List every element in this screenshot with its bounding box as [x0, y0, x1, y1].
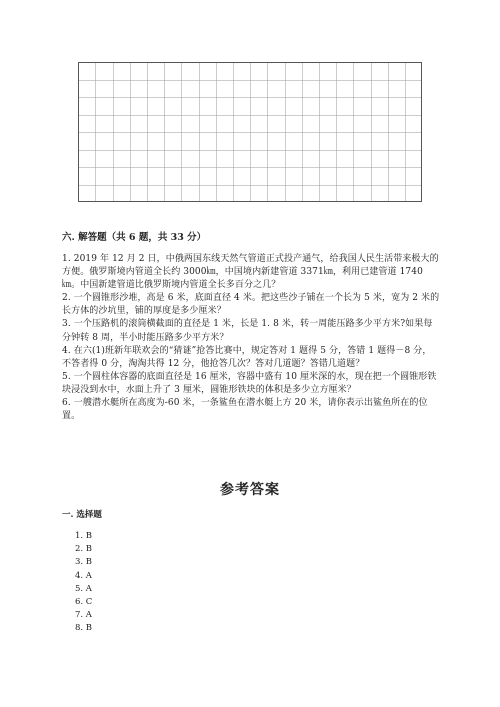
answer-item: 1. B — [75, 531, 93, 541]
answer-key-title: 参考答案 — [220, 482, 280, 498]
answer-section-heading: 一. 选择题 — [62, 510, 102, 520]
answer-item: 3. B — [75, 557, 93, 568]
answer-item: 5. A — [75, 583, 92, 594]
question-5: 5. 一个圆柱体容器的底面直径是 16 厘米，容器中盛有 10 厘米深的水，现在把一个圆锥形铁块浸没到水中，水面上升了 3 厘米，圆锥形铁块的体积是多少立方厘米？ — [62, 371, 437, 395]
answer-item: 2. B — [75, 544, 93, 555]
question-3: 3. 一个压路机的滚筒横截面的直径是 1 米，长是 1. 8 米，转一周能压路多少平方米?如果每分钟转 8 周，半小时能压路多少平方米？ — [62, 319, 433, 343]
answer-list — [75, 530, 92, 636]
question-2: 2. 一个圆锥形沙堆，高是 6 米，底面直径 4 米。把这些沙子铺在一个长为 5 米，宽为 2 米的长方体的沙坑里，铺的厚度是多少厘米？ — [62, 293, 440, 317]
section-heading: 六. 解答题（共 6 题，共 33 分） — [62, 232, 207, 243]
writing-grid — [78, 62, 422, 202]
question-4: 4. 在六(1)班新年联欢会的“猜谜”抢答比赛中，规定答对 1 题得 5 分，答错 1 题得－8 分，不答者得 0 分，淘淘共得 12 分，他抢答几次？答对几道题？答错几道题？ — [62, 345, 432, 369]
question-1: 1. 2019 年 12 月 2 日，中俄两国东线天然气管道正式投产通气，给我国人民生活带来极大的方便。俄罗斯境内管道全长约 3000㎞，中国境内新建管道 3371㎞，利用已建管道 1740㎞。中国新建管道比俄罗斯境内管道全长多百分之几？ — [62, 254, 439, 291]
answer-item: 8. B — [75, 623, 93, 634]
answer-item: 7. A — [75, 610, 92, 621]
question-list — [62, 253, 440, 423]
answer-item: 6. C — [75, 597, 93, 608]
answer-item: 4. A — [75, 570, 92, 581]
question-6: 6. 一艘潜水艇所在高度为-60 米，一条鲨鱼在潜水艇上方 20 米，请你表示出鲨鱼所在的位置。 — [62, 398, 428, 422]
